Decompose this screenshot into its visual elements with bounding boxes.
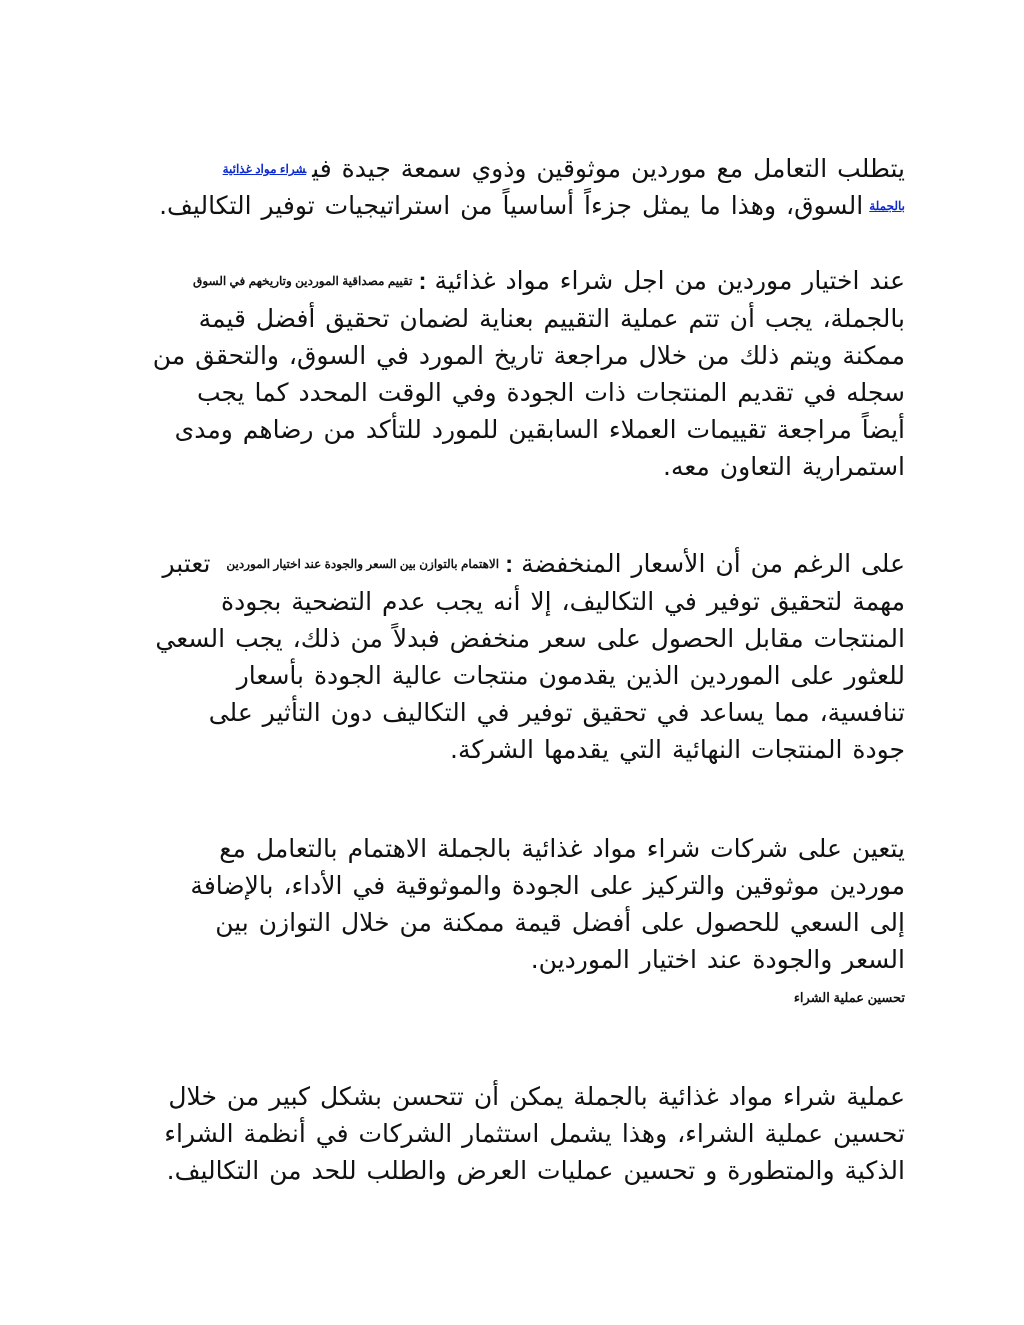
- intro-text-end: السوق، وهذا ما يمثل جزءاً أساسياً من استراتيجيات توفير التكاليف.: [159, 191, 864, 220]
- document-page: [150, 150, 905, 1189]
- evaluation-body: بالجملة، يجب أن تتم عملية التقييم بعناية لضمان تحقيق أفضل قيمة ممكنة ويتم ذلك من خلال مراجعة تاريخ المورد في السوق، والتحقق من سجله في تقديم المنتجات ذات الجودة وفي الوقت المحدد كما يجب أيضاً مراجعة تقييمات العملاء السابقين للمورد للتأكد من رضاهم ومدى استمرارية التعاون معه.: [152, 304, 905, 481]
- food-wholesale-link[interactable]: شراء مواد غذائية بالجملة: [222, 162, 905, 213]
- price-quality-body: تعتبر مهمة لتحقيق توفير في التكاليف، إلا أنه يجب عدم التضحية بجودة المنتجات مقابل الحصول على سعر منخفض فبدلاً من ذلك، يجب السعي للعثور على الموردين الذين يقدمون منتجات عالية الجودة بأسعار تنافسية، مما يساعد في تحقيق توفير في التكاليف دون التأثير على جودة المنتجات النهائية التي يقدمها الشركة.: [155, 549, 905, 764]
- section-heading-improve-purchasing: تحسين عملية الشراء: [793, 990, 905, 1005]
- paragraph-price-quality: [150, 545, 905, 768]
- evaluation-colon: :: [418, 268, 427, 295]
- intro-text-start: يتطلب التعامل مع موردين موثوقين وذوي سمعة جيدة في: [312, 154, 905, 183]
- paragraph-summary: [150, 830, 905, 978]
- evaluation-subheading: تقييم مصداقية الموردين وتاريخهم في السوق: [193, 274, 413, 288]
- price-quality-subheading: الاهتمام بالتوازن بين السعر والجودة عند اختيار الموردين: [226, 557, 500, 571]
- price-quality-colon: :: [505, 551, 514, 578]
- paragraph-improve-purchasing: [150, 1078, 905, 1189]
- summary-text: يتعين على شركات شراء مواد غذائية بالجملة الاهتمام بالتعامل مع موردين موثوقين والتركيز على الجودة والموثوقية في الأداء، بالإضافة إلى السعي للحصول على أفضل قيمة ممكنة من خلال التوازن بين السعر والجودة عند اختيار الموردين.: [190, 834, 905, 974]
- improve-purchasing-text: عملية شراء مواد غذائية بالجملة يمكن أن تتحسن بشكل كبير من خلال تحسين عملية الشراء، وهذا يشمل استثمار الشركات في أنظمة الشراء الذكية والمتطورة و تحسين عمليات العرض والطلب للحد من التكاليف.: [164, 1082, 905, 1185]
- paragraph-supplier-evaluation: [150, 262, 905, 485]
- paragraph-intro: [150, 150, 905, 224]
- evaluation-lead: عند اختيار موردين من اجل شراء مواد غذائية: [434, 266, 905, 295]
- price-quality-lead: على الرغم من أن الأسعار المنخفضة: [521, 549, 905, 578]
